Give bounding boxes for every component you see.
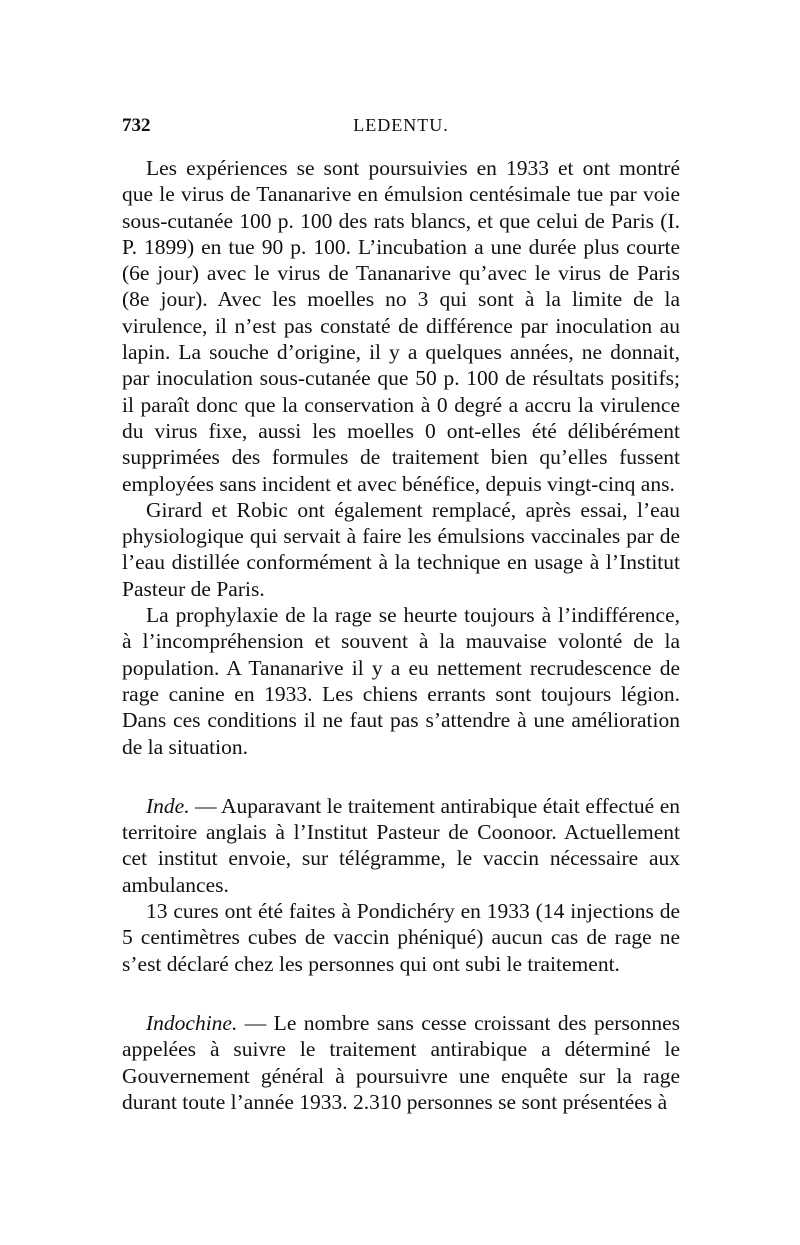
paragraph-pondichery: 13 cures ont été faites à Pondichéry en 1933 (14 injections de 5 centimètres cubes de vaccin phéniqué) aucun cas de rage ne s’est déclaré chez les personnes qui ont subi le traitement. <box>122 899 680 976</box>
paragraph-experiences: Les expériences se sont poursuivies en 1933 et ont montré que le virus de Tananarive en émulsion centésimale tue par voie sous-cutanée 100 p. 100 des rats blancs, et que celui de Paris (I. P. 1899) en tue 90 p. 100. L’incubation a une durée plus courte (6e jour) avec le virus de Tananarive qu’avec le virus de Paris (8e jour). Avec les moelles no 3 qui sont à la limite de la virulence, il n’est pas constaté de différence par inoculation au lapin. La souche d’origine, il y a quelques années, ne donnait, par inoculation sous-cutanée que 50 p. 100 de résultats positifs; il paraît donc que la conservation à 0 degré a accru la virulence du virus fixe, aussi les moelles 0 ont-elles été délibérément supprimées des formules de traitement bien qu’elles fussent employées sans incident et avec bénéfice, depuis vingt-cinq ans. <box>122 156 680 496</box>
page-number: 732 <box>122 115 151 136</box>
paragraph-girard-robic: Girard et Robic ont également remplacé, après essai, l’eau physiologique qui servait à faire les émulsions vaccinales par de l’eau distillée conformément à la technique en usage à l’Institut Pasteur de Paris. <box>122 497 680 601</box>
section-text-indochine: — Le nombre sans cesse croissant des personnes appelées à suivre le traitement antirabique a déterminé le Gouvernement général à poursuivre une enquête sur la rage durant toute l’année 1933. 2.310 personnes se sont présentées à <box>122 1010 680 1114</box>
section-inde <box>122 793 680 898</box>
paragraph-prophylaxie: La prophylaxie de la rage se heurte toujours à l’indifférence, à l’incompréhension et souvent à la mauvaise volonté de la population. A Tananarive il y a eu nettement recrudescence de rage canine en 1933. Les chiens errants sont toujours légion. Dans ces conditions il ne faut pas s’attendre à une amélioration de la situation. <box>122 603 680 759</box>
section-title-inde: Inde. <box>146 793 190 818</box>
page-header <box>122 115 680 143</box>
section-text-inde: — Auparavant le traitement antirabique était effectué en territoire anglais à l’Institut Pasteur de Coonoor. Actuellement cet institut envoie, sur télégramme, le vaccin nécessaire aux ambulances. <box>122 793 680 897</box>
running-title: LEDENTU. <box>353 115 449 135</box>
section-indochine <box>122 1010 680 1115</box>
section-title-indochine: Indochine. <box>146 1010 238 1035</box>
page-body <box>122 155 680 1115</box>
